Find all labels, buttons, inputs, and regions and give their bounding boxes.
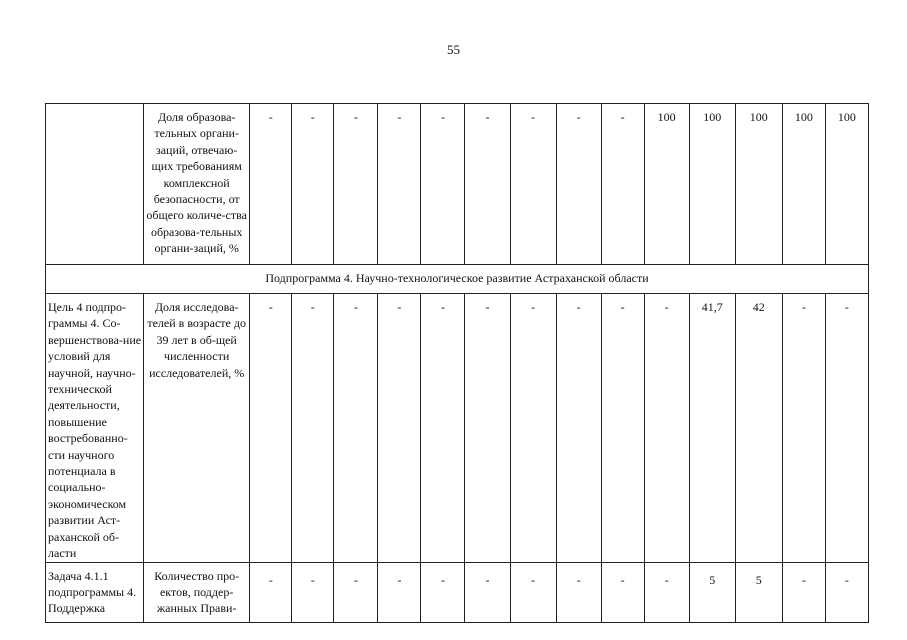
value-cell: - <box>334 294 378 563</box>
value-cell: - <box>250 294 292 563</box>
value-cell: - <box>465 562 510 622</box>
value-cell: 5 <box>689 562 735 622</box>
value-cell: - <box>556 294 601 563</box>
value-cell: - <box>378 562 421 622</box>
goal-cell: Цель 4 подпро-граммы 4. Со-вершенствова-ние условий для научной, научно-технической деятельности, повышение востребованно-сти научного потенциала в социально-экономическом развитии Аст-раханской об-ласти <box>46 294 144 563</box>
subprogram-title: Подпрограмма 4. Научно-технологическое развитие Астраханской области <box>46 265 869 294</box>
value-cell: - <box>292 294 334 563</box>
value-cell: - <box>601 104 644 265</box>
value-cell: - <box>378 104 421 265</box>
value-cell: - <box>644 562 689 622</box>
value-cell: - <box>250 104 292 265</box>
value-cell: - <box>644 294 689 563</box>
value-cell: 42 <box>735 294 782 563</box>
value-cell: 100 <box>644 104 689 265</box>
value-cell: - <box>510 562 556 622</box>
value-cell: - <box>421 294 465 563</box>
value-cell: - <box>510 294 556 563</box>
value-cell: 100 <box>689 104 735 265</box>
indicator-cell: Доля исследова-телей в возрасте до 39 лет в об-щей численности исследователей, % <box>144 294 250 563</box>
value-cell: - <box>465 104 510 265</box>
indicator-cell: Количество про-ектов, поддер-жанных Прави- <box>144 562 250 622</box>
value-cell: - <box>465 294 510 563</box>
value-cell: - <box>825 294 868 563</box>
value-cell: - <box>556 562 601 622</box>
value-cell: - <box>334 562 378 622</box>
indicator-cell: Доля образова-тельных органи-заций, отвечаю-щих требованиям комплексной безопасности, от общего количе-ства образова-тельных органи-заций, % <box>144 104 250 265</box>
value-cell: - <box>782 294 825 563</box>
value-cell: - <box>825 562 868 622</box>
value-cell: - <box>601 294 644 563</box>
value-cell: - <box>782 562 825 622</box>
value-cell: - <box>250 562 292 622</box>
value-cell: - <box>556 104 601 265</box>
value-cell: 100 <box>825 104 868 265</box>
value-cell: 100 <box>782 104 825 265</box>
value-cell: - <box>378 294 421 563</box>
subprogram-header-row <box>46 265 869 294</box>
goal-cell <box>46 104 144 265</box>
value-cell: - <box>510 104 556 265</box>
value-cell: - <box>601 562 644 622</box>
value-cell: - <box>421 104 465 265</box>
table-row <box>46 104 869 265</box>
value-cell: - <box>292 562 334 622</box>
value-cell: - <box>334 104 378 265</box>
value-cell: - <box>292 104 334 265</box>
goal-cell: Задача 4.1.1 подпрограммы 4. Поддержка <box>46 562 144 622</box>
value-cell: - <box>421 562 465 622</box>
value-cell: 5 <box>735 562 782 622</box>
page-number: 55 <box>447 42 460 57</box>
value-cell: 41,7 <box>689 294 735 563</box>
table-row <box>46 294 869 563</box>
indicators-table <box>45 103 869 623</box>
table-row <box>46 562 869 622</box>
value-cell: 100 <box>735 104 782 265</box>
